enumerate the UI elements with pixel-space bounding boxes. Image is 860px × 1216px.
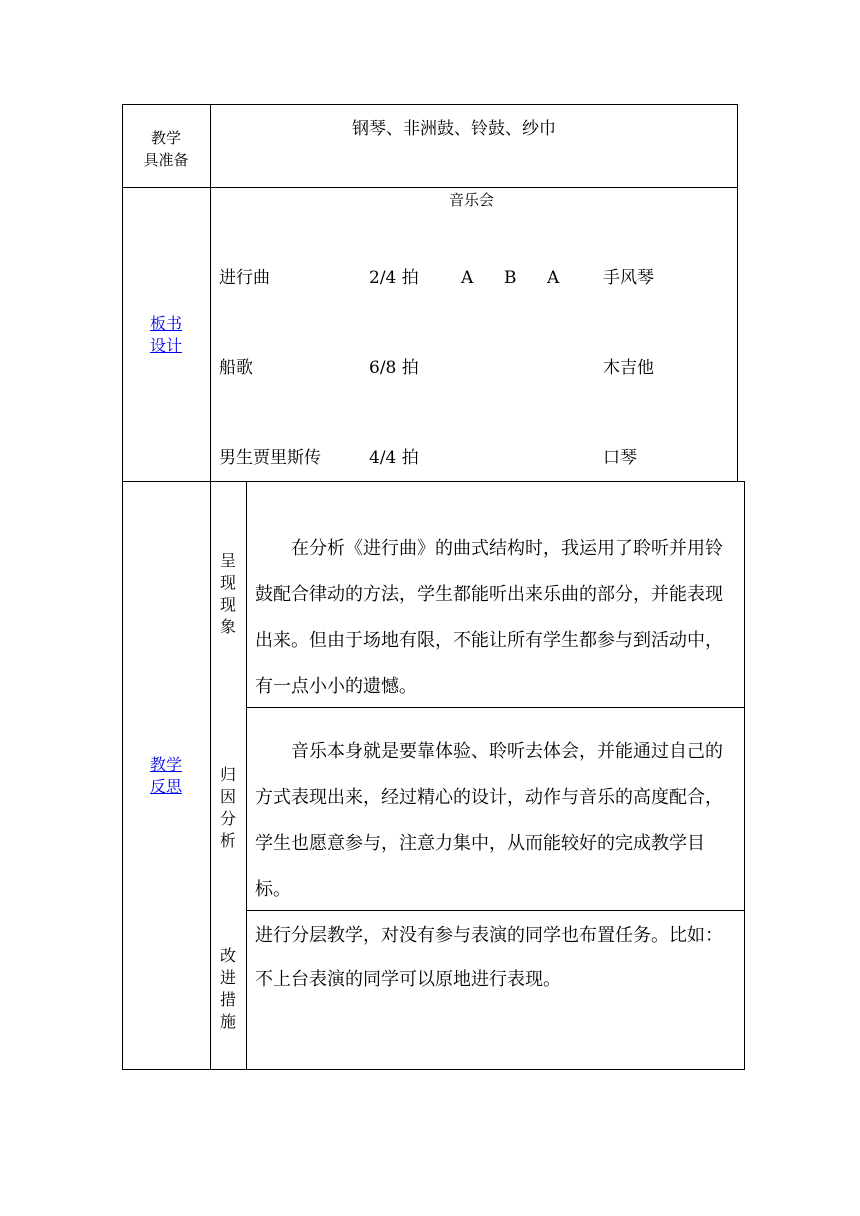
board-line-3-name: 男生贾里斯传 [219,448,321,468]
top-right-border [737,104,738,481]
sub-label-improvement: 改 进 措 施 [219,946,236,1031]
sub-label-phenomenon: 呈 现 现 象 [219,551,236,636]
board-line-1-form-a2: A [547,268,560,288]
equipment-label: 教学 具准备 [143,129,189,169]
table-bottom-border [122,1069,745,1070]
sub-label-analysis: 归 因 分 析 [219,765,236,850]
board-line-2-instrument: 木吉他 [603,358,654,378]
board-line-1-name: 进行曲 [219,268,270,288]
board-line-3-instrument: 口琴 [603,448,637,468]
board-title: 音乐会 [449,191,495,209]
improvement-text: 进行分层教学，对没有参与表演的同学也布置任务。比如：不上台表演的同学可以原地进行表现。 [255,925,723,990]
board-line-3-meter: 4/4 拍 [369,448,419,468]
bottom-right-border [744,481,745,1069]
table-left-border [122,104,123,1070]
reflection-label[interactable]: 教学 反思 [149,755,182,796]
board-line-1-instrument: 手风琴 [603,268,654,288]
phenomenon-text: 在分析《进行曲》的曲式结构时，我运用了聆听并用铃鼓配合律动的方法，学生都能听出来乐曲的部分，并能表现出来。但由于场地有限，不能让所有学生都参与到活动中，有一点小小的遗憾。 [255,538,723,697]
sub-col-divider [246,481,247,1069]
board-line-2-meter: 6/8 拍 [369,358,419,378]
board-line-2-name: 船歌 [219,358,253,378]
analysis-text: 音乐本身就是要靠体验、聆听去体会，并能通过自己的方式表现出来，经过精心的设计，动作与音乐的高度配合，学生也愿意参与，注意力集中，从而能较好的完成教学目标。 [255,741,723,900]
table-top-border [122,104,738,105]
row-divider-1 [122,187,738,188]
row-divider-2 [122,481,745,482]
board-design-label[interactable]: 板书 设计 [149,314,182,355]
board-line-1-form-b: B [504,268,517,288]
board-line-1-form-a1: A [461,268,474,288]
board-line-1-meter: 2/4 拍 [369,268,419,288]
equipment-content: 钢琴、非洲鼓、铃鼓、纱巾 [352,119,556,139]
